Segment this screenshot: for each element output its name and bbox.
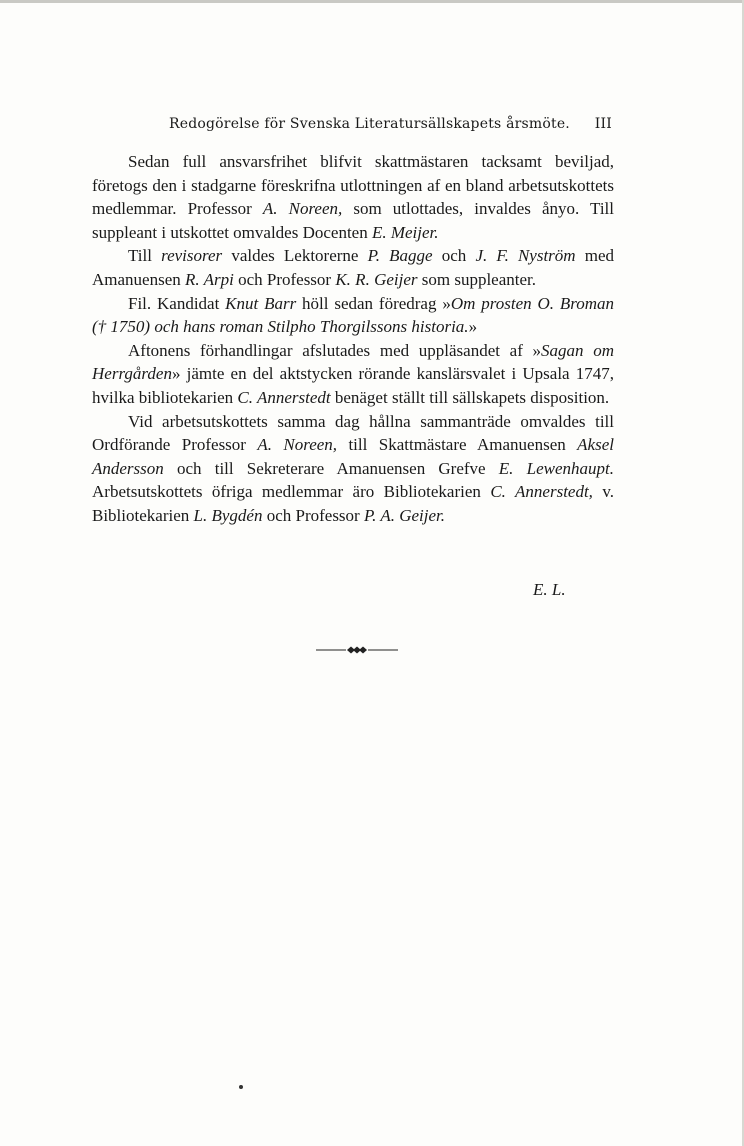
text-run: höll sedan föredrag » [296, 293, 451, 313]
signature-initials: E. L. [533, 580, 566, 599]
text-run: » [468, 317, 478, 337]
text-run: med Amanuensen [92, 246, 614, 289]
italic-run: R. Arpi [185, 269, 234, 289]
text-run: och till Sekreterare Amanuensen Grefve [163, 458, 499, 478]
italic-run: K. R. Geijer [335, 269, 418, 289]
text-run: Till [128, 246, 162, 266]
italic-run: C. Annerstedt [237, 387, 331, 407]
italic-run: E. Meijer. [371, 222, 439, 242]
text-run: valdes Lektorerne [222, 246, 368, 266]
text-run: till Skattmästare Amanuensen [337, 435, 578, 455]
ink-speck [239, 1085, 243, 1089]
italic-run: L. Bygdén [193, 505, 263, 525]
text-run: » jämte en del aktstycken rörande kanslärsvalet i Upsala 1747, hvilka bibliotekarien [92, 364, 614, 407]
italic-run: Knut Barr [225, 293, 297, 313]
text-run: och [432, 246, 476, 266]
paragraph [92, 410, 614, 528]
italic-run: P. Bagge [367, 246, 433, 266]
text-run: Fil. Kandidat [128, 293, 226, 313]
italic-run: Om prosten O. Broman († 1750) och hans roman Stilpho Thorgilssons historia. [92, 293, 614, 337]
text-run: Aftonens förhandlingar afslutades med uppläsandet af » [128, 340, 542, 360]
italic-run: P. A. Geijer. [363, 505, 446, 525]
italic-run: E. Lewenhaupt. [498, 458, 614, 478]
paragraph [92, 150, 614, 244]
page-number: III [594, 116, 612, 132]
paragraph [92, 244, 614, 291]
italic-run: A. Noreen, [262, 199, 343, 219]
italic-run: Aksel Andersson [92, 435, 614, 478]
text-run: och Professor [233, 269, 336, 289]
text-run: och Professor [262, 505, 364, 525]
text-run: Sedan full ansvarsfrihet blifvit skattmästaren tacksamt beviljad, företogs den i stadgarne föreskrifna utlottningen af en bland arbetsutskottets medlemmar. Professor [92, 152, 614, 219]
italic-run: J. F. Nyström [475, 246, 576, 266]
text-run: v. Bibliotekarien [92, 482, 615, 525]
page-edge [0, 0, 744, 3]
paragraph [92, 339, 614, 410]
text-run: Vid arbetsutskottets samma dag hållna sammanträde omvaldes till Ordförande Professor [92, 411, 614, 455]
header-title: Redogörelse för Svenska Literatursällskapets årsmöte. [169, 116, 570, 132]
body-text [92, 150, 614, 528]
italic-run: C. Annerstedt, [490, 482, 593, 502]
running-header [92, 116, 616, 138]
italic-run: revisorer [161, 246, 223, 266]
paragraph [92, 292, 614, 339]
italic-run: Sagan om Herrgården [92, 340, 614, 384]
text-run: Arbetsutskottets öfriga medlemmar äro Bibliotekarien [92, 482, 491, 502]
italic-run: A. Noreen, [257, 435, 338, 455]
text-run: som suppleanter. [417, 269, 537, 289]
text-run: som utlottades, invaldes ånyo. Till suppleant i utskottet omvaldes Docenten [92, 199, 614, 242]
text-run: benäget ställt till sällskapets disposition. [330, 387, 610, 407]
ornament-divider [316, 644, 398, 656]
